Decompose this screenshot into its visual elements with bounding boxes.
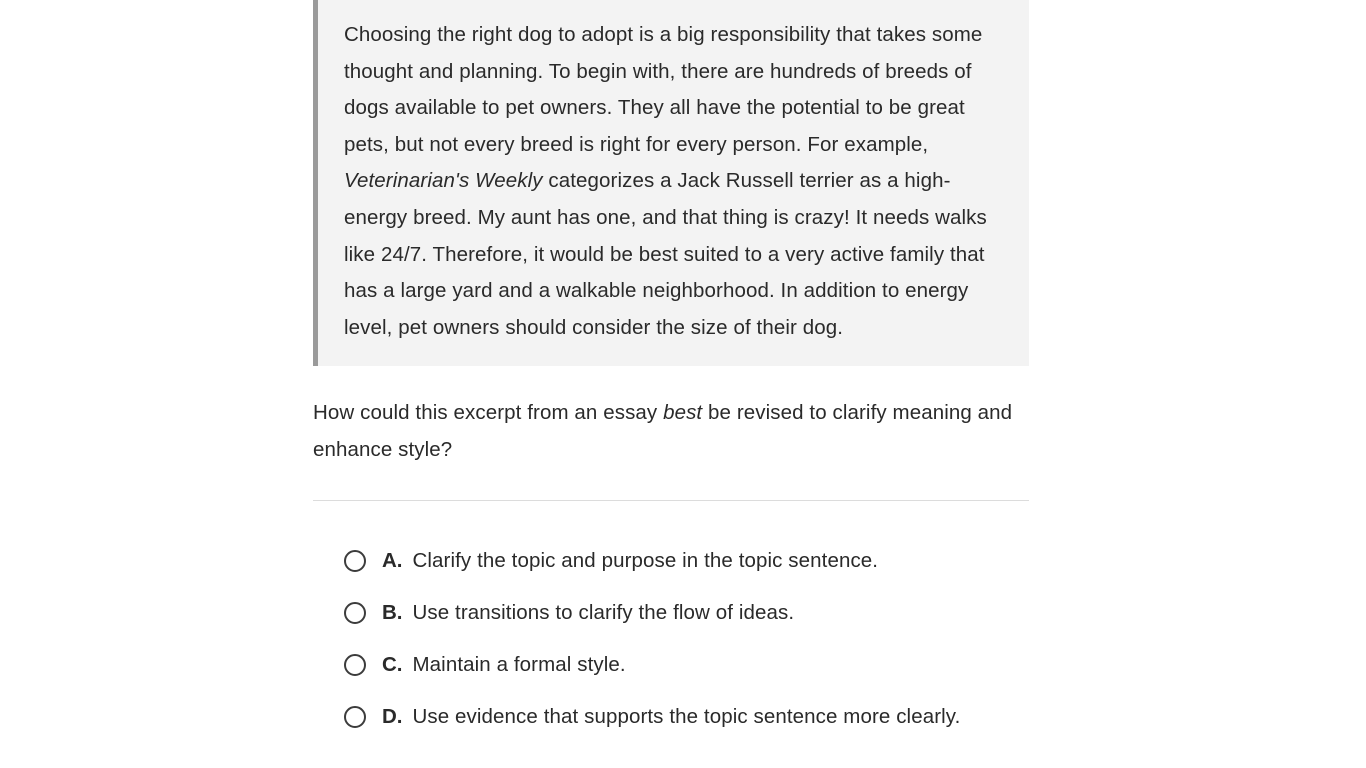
choice-text: Clarify the topic and purpose in the topic sentence. [412,549,879,573]
radio-button-icon[interactable] [344,654,366,676]
choice-letter: D. [382,705,403,729]
choice-text: Maintain a formal style. [412,653,626,677]
question-text-before: How could this excerpt from an essay [313,401,664,425]
answer-choice-b[interactable] [313,587,1029,639]
radio-button-icon[interactable] [344,550,366,572]
choice-letter: B. [382,601,403,625]
essay-excerpt [313,0,1029,366]
excerpt-source-title: Veterinarian's Weekly [344,169,543,193]
choice-text: Use transitions to clarify the flow of ideas. [412,601,795,625]
excerpt-text-part-2: categorizes a Jack Russell terrier as a high-energy breed. My aunt has one, and that thing is crazy! It needs walks like 24/7. Therefore, it would be best suited to a very active family that has a large yard and a walkable neighborhood. In addition to energy level, pet owners should consider the size of their dog. [344,169,987,339]
radio-button-icon[interactable] [344,602,366,624]
question-prompt [313,394,1029,468]
choice-letter: C. [382,653,403,677]
question-content [313,0,1029,743]
question-emphasis: best [663,401,703,425]
question-text-after: be revised to clarify meaning and enhance style? [313,401,1013,462]
choice-letter: A. [382,549,403,573]
choice-text: Use evidence that supports the topic sentence more clearly. [412,705,961,729]
answer-choice-c[interactable] [313,639,1029,691]
answer-choice-d[interactable] [313,691,1029,743]
excerpt-text-part-1: Choosing the right dog to adopt is a big responsibility that takes some thought and planning. To begin with, there are hundreds of breeds of dogs available to pet owners. They all have the potential to be great pets, but not every breed is right for every person. For example, [344,23,983,156]
divider [313,500,1029,501]
radio-button-icon[interactable] [344,706,366,728]
answer-choice-a[interactable] [313,535,1029,587]
answer-choices [313,535,1029,743]
